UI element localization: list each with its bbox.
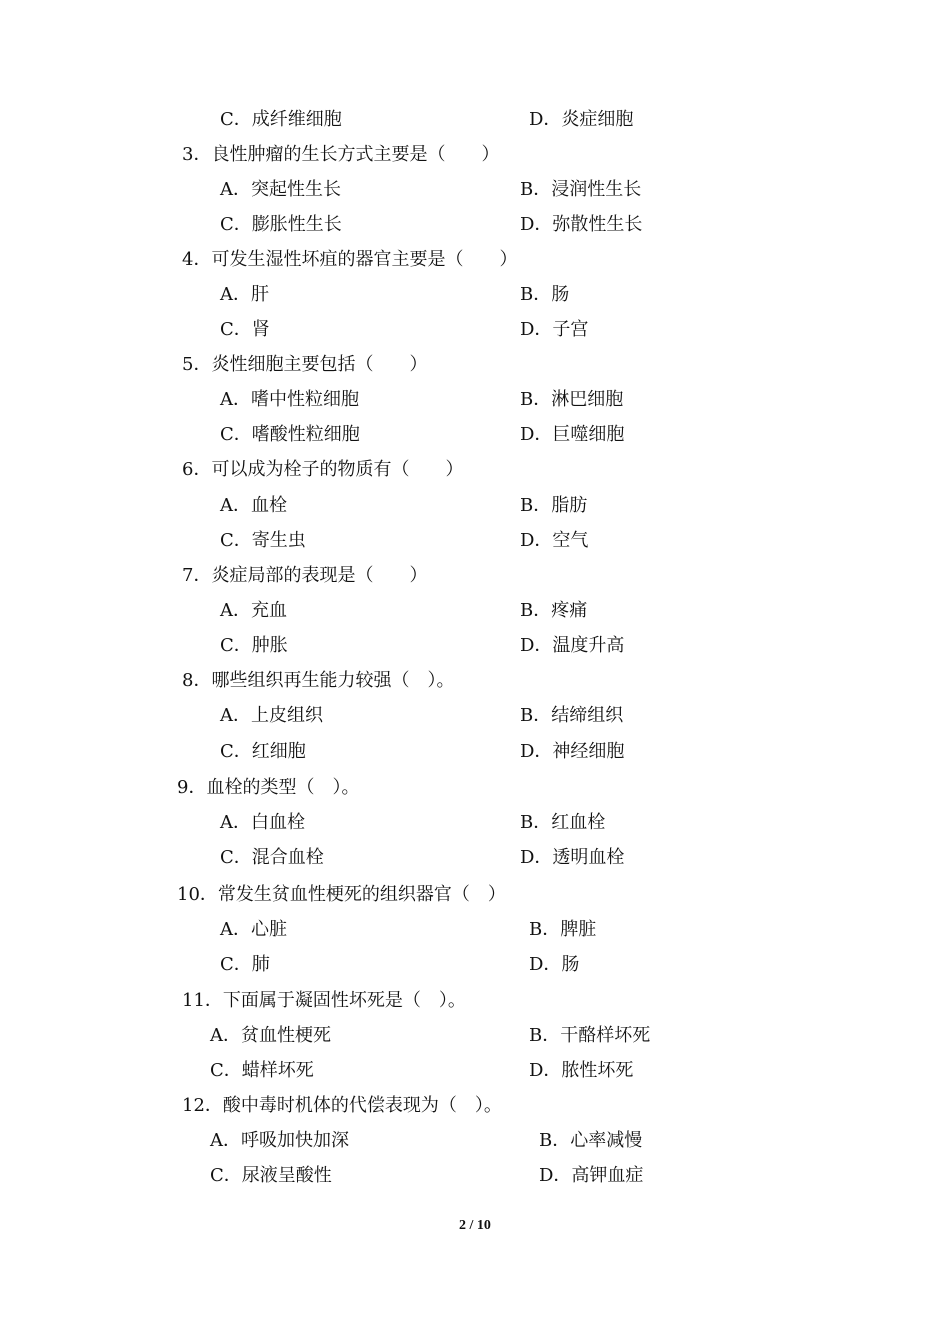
option-b: B．脂肪 (520, 495, 588, 516)
option-c: C．肺 (220, 954, 270, 975)
option-b: B．浸润性生长 (520, 179, 642, 200)
option-a: A．突起性生长 (220, 179, 341, 200)
option-d: D．透明血栓 (520, 847, 625, 868)
option-a: A．嗜中性粒细胞 (220, 389, 359, 410)
option-d: D．脓性坏死 (529, 1060, 634, 1081)
option-a: A．白血栓 (220, 812, 305, 833)
option-a: A．血栓 (220, 495, 287, 516)
option-a: A．心脏 (220, 919, 287, 940)
option-b: B．心率减慢 (539, 1130, 643, 1151)
option-b: B．脾脏 (529, 919, 597, 940)
page-number: 2 / 10 (459, 1218, 491, 1233)
option-d: D．炎症细胞 (529, 109, 634, 130)
question-stem: 3．良性肿瘤的生长方式主要是（ ） (182, 144, 500, 165)
option-d: D．温度升高 (520, 635, 625, 656)
option-a: A．充血 (220, 600, 287, 621)
question-stem: 11．下面属于凝固性坏死是（ ）。 (182, 990, 466, 1011)
option-d: D．弥散性生长 (520, 214, 643, 235)
option-c: C．成纤维细胞 (220, 109, 342, 130)
option-c: C．尿液呈酸性 (210, 1165, 332, 1186)
option-c: C．肾 (220, 319, 270, 340)
question-stem: 10．常发生贫血性梗死的组织器官（ ） (177, 884, 506, 905)
option-b: B．肠 (520, 284, 570, 305)
option-a: A．贫血性梗死 (210, 1025, 331, 1046)
question-stem: 6．可以成为栓子的物质有（ ） (182, 459, 464, 480)
option-d: D．肠 (529, 954, 580, 975)
question-stem: 4．可发生湿性坏疽的器官主要是（ ） (182, 249, 518, 270)
question-stem: 12．酸中毒时机体的代偿表现为（ ）。 (182, 1095, 502, 1116)
question-stem: 5．炎性细胞主要包括（ ） (182, 354, 428, 375)
option-a: A．肝 (220, 284, 269, 305)
option-c: C．肿胀 (220, 635, 288, 656)
question-stem: 9．血栓的类型（ ）。 (177, 777, 360, 798)
option-a: A．上皮组织 (220, 705, 323, 726)
question-stem: 8．哪些组织再生能力较强（ ）。 (182, 670, 455, 691)
option-c: C．红细胞 (220, 741, 306, 762)
option-d: D．巨噬细胞 (520, 424, 625, 445)
option-d: D．空气 (520, 530, 589, 551)
question-stem: 7．炎症局部的表现是（ ） (182, 565, 428, 586)
option-c: C．嗜酸性粒细胞 (220, 424, 360, 445)
option-b: B．红血栓 (520, 812, 606, 833)
option-b: B．疼痛 (520, 600, 588, 621)
option-b: B．淋巴细胞 (520, 389, 624, 410)
option-c: C．膨胀性生长 (220, 214, 342, 235)
option-d: D．神经细胞 (520, 741, 625, 762)
option-d: D．高钾血症 (539, 1165, 644, 1186)
option-a: A．呼吸加快加深 (210, 1130, 349, 1151)
option-b: B．干酪样坏死 (529, 1025, 651, 1046)
option-d: D．子宫 (520, 319, 589, 340)
option-c: C．寄生虫 (220, 530, 306, 551)
option-b: B．结缔组织 (520, 705, 624, 726)
option-c: C．蜡样坏死 (210, 1060, 314, 1081)
option-c: C．混合血栓 (220, 847, 324, 868)
